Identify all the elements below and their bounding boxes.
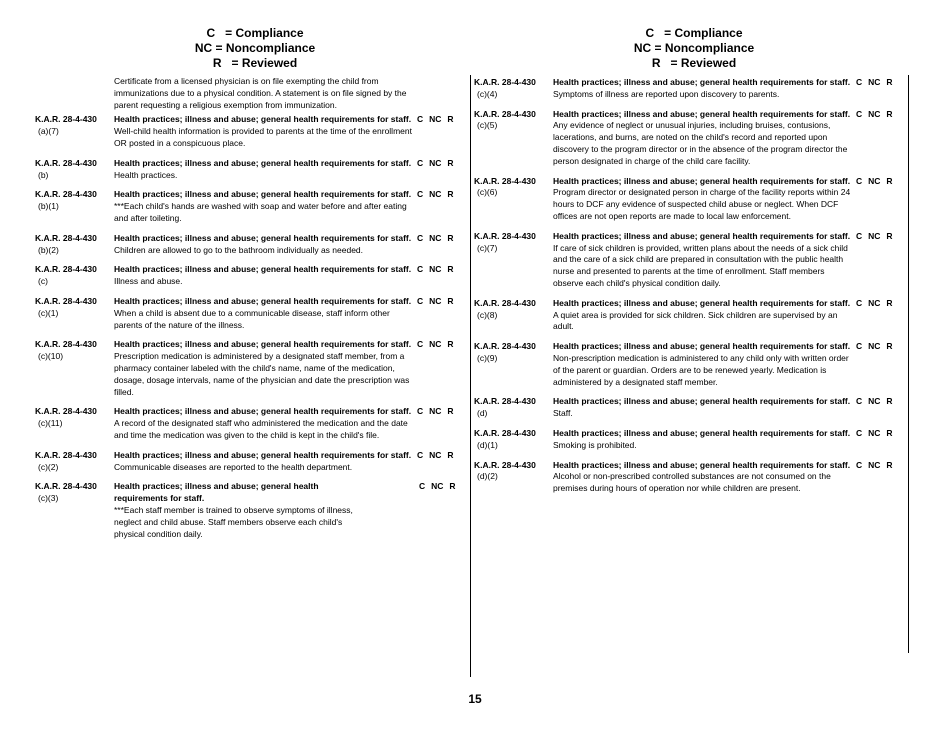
regulation-entry	[35, 264, 465, 288]
mark-nc: NC	[868, 341, 881, 352]
regulation-entry	[474, 109, 906, 168]
mark-nc: NC	[429, 406, 442, 417]
mark-c: C	[856, 459, 863, 470]
regulation-ref	[35, 450, 114, 474]
regulation-number: K.A.R. 28-4-430	[35, 157, 97, 168]
mark-nc: NC	[429, 339, 442, 350]
mark-r: R	[447, 232, 454, 243]
mark-r: R	[886, 459, 893, 470]
regulation-body	[553, 428, 853, 452]
regulation-entry	[474, 341, 906, 388]
mark-r: R	[886, 297, 893, 308]
regulation-number: K.A.R. 28-4-430	[35, 189, 97, 200]
mark-c: C	[856, 175, 863, 186]
regulation-number: K.A.R. 28-4-430	[35, 232, 97, 243]
regulation-body	[553, 77, 853, 101]
regulation-ref	[474, 341, 553, 388]
regulation-body	[114, 339, 414, 398]
regulation-text: Illness and abuse.	[114, 276, 183, 287]
regulation-body	[114, 296, 414, 331]
compliance-marks	[417, 339, 460, 398]
regulation-subsection: (b)(1)	[38, 201, 59, 212]
compliance-marks	[856, 77, 899, 101]
regulation-subsection: (c)(7)	[477, 242, 498, 253]
regulation-title: Health practices; illness and abuse; general health requirements for staff.	[553, 459, 851, 470]
regulation-text: Symptoms of illness are reported upon discovery to parents.	[553, 88, 780, 99]
compliance-marks	[856, 298, 899, 333]
regulation-text: Communicable diseases are reported to the health department.	[114, 461, 353, 472]
regulation-text: A record of the designated staff who administered the medication and the date and time the medication was given to the child is kept in the child's file.	[114, 418, 408, 440]
mark-r: R	[447, 406, 454, 417]
regulation-body	[114, 158, 414, 182]
regulation-ref	[474, 176, 553, 223]
mark-nc: NC	[429, 114, 442, 125]
regulation-body	[553, 109, 853, 168]
regulation-entry	[35, 296, 465, 331]
regulation-subsection: (c)(3)	[38, 493, 59, 504]
regulation-ref	[35, 481, 114, 540]
compliance-marks	[417, 264, 460, 288]
mark-c: C	[417, 295, 424, 306]
regulation-text: Prescription medication is administered by a designated staff member, from a pharmacy container labeled with the child's name, name of the medication, dosage, dosage intervals, name of the physician and date the prescription was filled.	[114, 351, 410, 397]
mark-nc: NC	[429, 295, 442, 306]
regulation-ref	[35, 264, 114, 288]
regulation-entry	[35, 233, 465, 257]
mark-r: R	[886, 77, 893, 87]
regulation-title: Health practices; illness and abuse; general health requirements for staff.	[114, 114, 412, 125]
mark-c: C	[417, 157, 424, 168]
regulation-number: K.A.R. 28-4-430	[474, 459, 536, 470]
legend-right	[474, 26, 914, 71]
regulation-ref	[35, 158, 114, 182]
regulation-entry	[474, 460, 906, 495]
regulation-number: K.A.R. 28-4-430	[35, 481, 97, 492]
regulation-subsection: (b)	[38, 169, 49, 180]
regulation-title: Health practices; illness and abuse; general health requirements for staff.	[114, 232, 412, 243]
regulation-number: K.A.R. 28-4-430	[474, 175, 536, 186]
regulation-body	[114, 189, 414, 224]
regulation-ref	[474, 298, 553, 333]
regulation-subsection: (b)(2)	[38, 244, 59, 255]
compliance-marks	[417, 450, 460, 474]
regulation-ref	[474, 109, 553, 168]
compliance-marks	[417, 233, 460, 257]
regulation-title: Health practices; illness and abuse; general health requirements for staff.	[553, 396, 851, 407]
regulation-entry	[35, 481, 465, 540]
mark-c: C	[856, 108, 863, 119]
regulation-text: Non-prescription medication is administered to any child only with written order of the parent or guardian. Orders are to be renewed yearly. Medication is administered by a designated staff member.	[553, 352, 849, 387]
regulation-subsection: (c)(5)	[477, 120, 498, 131]
mark-r: R	[886, 341, 893, 352]
regulation-body	[114, 481, 358, 540]
mark-nc: NC	[868, 230, 881, 241]
regulation-title: Health practices; illness and abuse; general health requirements for staff.	[114, 406, 412, 417]
regulation-entry	[474, 298, 906, 333]
regulation-subsection: (d)	[477, 408, 488, 419]
mark-r: R	[886, 396, 893, 407]
mark-nc: NC	[429, 232, 442, 243]
mark-r: R	[886, 230, 893, 241]
mark-r: R	[447, 114, 454, 125]
mark-nc: NC	[868, 427, 881, 438]
regulation-number: K.A.R. 28-4-430	[474, 341, 536, 352]
regulation-entry	[474, 176, 906, 223]
mark-c: C	[417, 264, 424, 275]
regulation-title: Health practices; illness and abuse; general health requirements for staff.	[114, 264, 412, 275]
regulation-subsection: (d)(1)	[477, 439, 498, 450]
regulation-number: K.A.R. 28-4-430	[35, 406, 97, 417]
mark-r: R	[447, 449, 454, 460]
regulation-text: Staff.	[553, 408, 573, 419]
compliance-marks	[856, 428, 899, 452]
mark-c: C	[856, 297, 863, 308]
regulation-number: K.A.R. 28-4-430	[35, 449, 97, 460]
right-rule	[908, 75, 909, 653]
compliance-marks	[856, 231, 899, 290]
regulation-ref	[35, 233, 114, 257]
regulation-body	[114, 450, 414, 474]
regulation-body	[553, 460, 853, 495]
regulation-number: K.A.R. 28-4-430	[474, 108, 536, 119]
compliance-marks	[417, 189, 460, 224]
legend-noncompliance: NC = Noncompliance	[194, 41, 316, 55]
regulation-text: Well-child health information is provided to parents at the time of the enrollment OR posted in a conspicuous place.	[114, 126, 412, 148]
regulation-entry	[474, 428, 906, 452]
mark-c: C	[419, 481, 426, 492]
regulation-ref	[35, 296, 114, 331]
regulation-ref	[474, 231, 553, 290]
mark-c: C	[417, 189, 424, 200]
mark-nc: NC	[429, 189, 442, 200]
regulation-subsection: (a)(7)	[38, 126, 59, 137]
regulation-ref	[474, 428, 553, 452]
regulation-number: K.A.R. 28-4-430	[474, 77, 536, 87]
regulation-subsection: (c)	[38, 276, 48, 287]
legend-compliance: C = Compliance	[206, 26, 304, 40]
compliance-marks	[856, 109, 899, 168]
continued-text: Certificate from a licensed physician is on file exempting the child from immunizations due to a physical condition. A statement is on file signed by the parent requesting a religious exemption from immunization.	[114, 76, 407, 110]
regulation-number: K.A.R. 28-4-430	[35, 295, 97, 306]
regulation-subsection: (c)(11)	[38, 418, 63, 429]
regulation-title: Health practices; illness and abuse; general health requirements for staff.	[553, 108, 851, 119]
regulation-title: Health practices; illness and abuse; general health requirements for staff.	[553, 297, 851, 308]
compliance-marks	[417, 114, 460, 149]
regulation-subsection: (c)(6)	[477, 187, 498, 198]
regulation-entry	[474, 77, 906, 101]
regulation-number: K.A.R. 28-4-430	[35, 114, 97, 125]
regulation-number: K.A.R. 28-4-430	[474, 297, 536, 308]
mark-c: C	[417, 339, 424, 350]
mark-r: R	[447, 264, 454, 275]
mark-nc: NC	[868, 77, 881, 87]
regulation-number: K.A.R. 28-4-430	[474, 427, 536, 438]
mark-nc: NC	[431, 481, 444, 492]
regulation-body	[114, 233, 414, 257]
regulation-subsection: (c)(8)	[477, 309, 498, 320]
mark-nc: NC	[868, 297, 881, 308]
column-divider	[470, 75, 471, 677]
mark-nc: NC	[429, 449, 442, 460]
regulation-text: Health practices.	[114, 169, 178, 180]
regulation-title: Health practices; illness and abuse; general health requirements for staff.	[114, 189, 412, 200]
legend-reviewed: R = Reviewed	[212, 56, 298, 70]
mark-nc: NC	[868, 396, 881, 407]
regulation-title: Health practices; illness and abuse; general health requirements for staff.	[553, 230, 851, 241]
regulation-entry	[474, 231, 906, 290]
mark-r: R	[886, 108, 893, 119]
regulation-ref	[474, 396, 553, 420]
regulation-entry	[35, 450, 465, 474]
regulation-text: Smoking is prohibited.	[553, 439, 637, 450]
regulation-subsection: (d)(2)	[477, 471, 498, 482]
regulation-title: Health practices; illness and abuse; general health requirements for staff.	[553, 341, 851, 352]
regulation-entry	[35, 189, 465, 224]
mark-nc: NC	[868, 175, 881, 186]
regulation-entry	[35, 339, 465, 398]
regulation-number: K.A.R. 28-4-430	[474, 230, 536, 241]
regulation-title: Health practices; illness and abuse; general health requirements for staff.	[114, 449, 412, 460]
mark-c: C	[417, 114, 424, 125]
mark-r: R	[447, 157, 454, 168]
regulation-ref	[35, 114, 114, 149]
regulation-subsection: (c)(1)	[38, 307, 59, 318]
regulation-title: Health practices; illness and abuse; general health requirements for staff.	[114, 295, 412, 306]
mark-r: R	[886, 175, 893, 186]
mark-c: C	[417, 232, 424, 243]
regulation-ref	[474, 460, 553, 495]
regulation-ref	[35, 406, 114, 441]
regulation-entry	[35, 158, 465, 182]
regulation-entry	[35, 114, 465, 149]
regulation-text: ***Each staff member is trained to observe symptoms of illness, neglect and child abuse. Staff members observe each child's physical condition daily.	[114, 504, 353, 539]
compliance-marks	[856, 341, 899, 388]
regulation-text: When a child is absent due to a communicable disease, staff inform other parents of the nature of the illness.	[114, 307, 390, 330]
legend-compliance: C = Compliance	[645, 26, 743, 40]
mark-r: R	[449, 481, 456, 492]
mark-c: C	[856, 77, 863, 87]
regulation-text: If care of sick children is provided, written plans about the needs of a sick child and the care of a sick child are prepared in consultation with the public health nurse and presented to parents at the time of enrollment. Staff members observe each child's physical condition daily.	[553, 242, 848, 288]
regulation-body	[553, 341, 853, 388]
regulation-ref	[35, 189, 114, 224]
regulation-body	[553, 176, 853, 223]
regulation-body	[553, 396, 853, 420]
regulation-number: K.A.R. 28-4-430	[35, 339, 97, 350]
regulation-text: Children are allowed to go to the bathroom individually as needed.	[114, 244, 364, 255]
regulation-text: Alcohol or non-prescribed controlled substances are not consumed on the premises during hours of operation nor while children are present.	[553, 471, 831, 494]
regulation-number: K.A.R. 28-4-430	[474, 396, 536, 407]
regulation-text: Any evidence of neglect or unusual injuries, including bruises, contusions, lacerations, and burns, are noted on the child's record and reported upon discovery to the program director or in the absence of the program director the person designated in charge of the child care facility.	[553, 120, 848, 166]
mark-c: C	[417, 449, 424, 460]
regulation-title: Health practices; illness and abuse; general health requirements for staff.	[114, 157, 412, 168]
regulation-body	[553, 231, 853, 290]
regulation-text: Program director or designated person in charge of the facility reports within 24 hours to DCF any evidence of suspected child abuse or neglect. When DCF offices are not open reports are made to local law enforcement.	[553, 187, 851, 221]
regulation-subsection: (c)(2)	[38, 461, 59, 472]
regulation-title: Health practices; illness and abuse; general health requirements for staff.	[553, 427, 851, 438]
mark-c: C	[856, 427, 863, 438]
compliance-marks	[856, 396, 899, 420]
regulation-title: Health practices; illness and abuse; general health requirements for staff.	[114, 481, 319, 504]
mark-c: C	[856, 230, 863, 241]
compliance-marks	[856, 176, 899, 223]
regulation-text: ***Each child's hands are washed with soap and water before and after eating and after toileting.	[114, 201, 407, 223]
compliance-marks	[856, 460, 899, 495]
regulation-entry	[474, 396, 906, 420]
regulation-text: A quiet area is provided for sick children. Sick children are supervised by an adult.	[553, 309, 838, 332]
regulation-entry	[35, 406, 465, 441]
legend-left	[35, 26, 475, 71]
regulation-title: Health practices; illness and abuse; general health requirements for staff.	[553, 77, 851, 87]
regulation-title: Health practices; illness and abuse; general health requirements for staff.	[553, 175, 851, 186]
mark-nc: NC	[868, 108, 881, 119]
mark-nc: NC	[429, 157, 442, 168]
regulation-ref	[35, 339, 114, 398]
legend-noncompliance: NC = Noncompliance	[633, 41, 755, 55]
regulation-title: Health practices; illness and abuse; general health requirements for staff.	[114, 339, 412, 350]
regulation-subsection: (c)(9)	[477, 352, 498, 363]
regulation-number: K.A.R. 28-4-430	[35, 264, 97, 275]
regulation-body	[114, 406, 414, 441]
right-entries	[474, 77, 906, 503]
legend-reviewed: R = Reviewed	[651, 56, 737, 70]
regulation-subsection: (c)(4)	[477, 88, 498, 99]
compliance-marks	[417, 406, 460, 441]
mark-r: R	[447, 339, 454, 350]
compliance-marks	[417, 296, 460, 331]
left-entries	[35, 76, 465, 548]
regulation-body	[553, 298, 853, 333]
regulation-ref	[474, 77, 553, 101]
mark-c: C	[417, 406, 424, 417]
mark-r: R	[886, 427, 893, 438]
mark-nc: NC	[429, 264, 442, 275]
regulation-subsection: (c)(10)	[38, 351, 64, 362]
mark-r: R	[447, 295, 454, 306]
mark-c: C	[856, 341, 863, 352]
mark-nc: NC	[868, 459, 881, 470]
compliance-marks	[417, 158, 460, 182]
mark-c: C	[856, 396, 863, 407]
mark-r: R	[447, 189, 454, 200]
page-number: 15	[468, 692, 482, 706]
regulation-body	[114, 114, 414, 149]
regulation-body	[114, 264, 414, 288]
compliance-marks	[419, 481, 462, 540]
